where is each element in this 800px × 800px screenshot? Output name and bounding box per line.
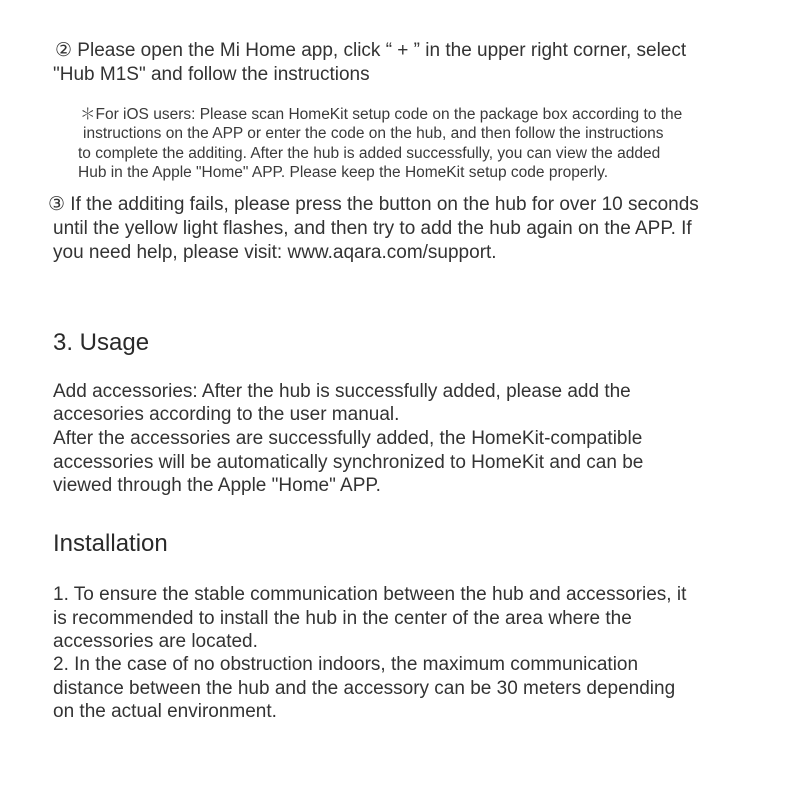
text-line: 1. To ensure the stable communication between the hub and accessories, it [53, 584, 687, 605]
text-line: accesories according to the user manual. [53, 404, 400, 425]
usage-heading: 3. Usage [53, 329, 150, 356]
text-line: 2. In the case of no obstruction indoors, the maximum communication [53, 654, 639, 675]
text-line: Add accessories: After the hub is successfully added, please add the [53, 381, 631, 402]
text-line: After the accessories are successfully added, the HomeKit-compatible [53, 428, 643, 449]
text-line: distance between the hub and the accessory can be 30 meters depending [53, 678, 676, 699]
text-line: to complete the additing. After the hub is added successfully, you can view the added [78, 145, 661, 162]
text-line: ② Please open the Mi Home app, click “ + ” in the upper right corner, select [55, 40, 687, 61]
text-line: Hub in the Apple "Home" APP. Please keep the HomeKit setup code properly. [78, 164, 608, 181]
text-line: ③ If the additing fails, please press the button on the hub for over 10 seconds [48, 194, 699, 215]
text-line: viewed through the Apple "Home" APP. [53, 475, 381, 496]
text-line: ＊For iOS users: Please scan HomeKit setup code on the package box according to the [80, 106, 683, 123]
text-line: accessories will be automatically synchronized to HomeKit and can be [53, 452, 644, 473]
text-line: on the actual environment. [53, 701, 277, 722]
text-line: until the yellow light flashes, and then try to add the hub again on the APP. If [53, 218, 692, 239]
text-line: you need help, please visit: www.aqara.com/support. [53, 242, 497, 263]
text-line: accessories are located. [53, 631, 258, 652]
text-line: is recommended to install the hub in the center of the area where the [53, 608, 632, 629]
text-line: instructions on the APP or enter the code on the hub, and then follow the instructions [83, 125, 664, 142]
text-line: "Hub M1S" and follow the instructions [53, 64, 370, 85]
installation-heading: Installation [53, 530, 168, 557]
